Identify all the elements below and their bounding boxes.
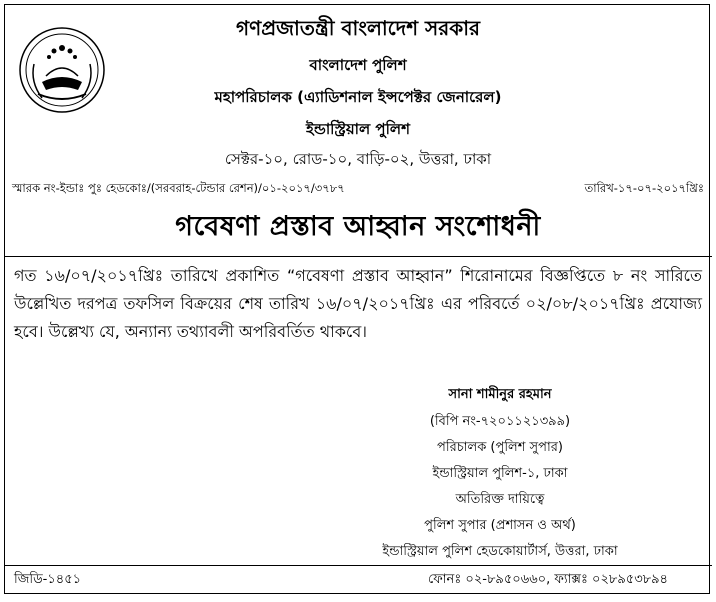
signatory-unit: ইন্ডাস্ট্রিয়াল পুলিশ-১, ঢাকা [432, 466, 568, 481]
footer-divider [4, 565, 712, 566]
signatory-bp-number: (বিপি নং-৭২০১১২১৩৯৯) [429, 414, 571, 429]
memo-date: তারিখ-১৭-০৭-২০১৭খ্রিঃ [584, 181, 704, 195]
department-heading: বাংলাদেশ পুলিশ [309, 56, 407, 74]
title-divider [4, 256, 712, 257]
signatory-additional-charge: অতিরিক্ত দায়িত্বে [455, 492, 545, 507]
gd-number: জিডি-১৪৫১ [14, 572, 82, 587]
signatory-headquarters: ইন্ডাস্ট্রিয়াল পুলিশ হেডকোয়ার্টার্স, উত্তরা, ঢাকা [382, 544, 618, 559]
notice-body: গত ১৬/০৭/২০১৭খ্রিঃ তারিখে প্রকাশিত “গবেষণা প্রস্তাব আহ্বান” শিরোনামের বিজ্ঞপ্তিতে ৮ নং সারিতে উল্লেখিত দরপত্র তফসিল বিক্রয়ের শেষ তারিখ ১৬/০৭/২০১৭খ্রিঃ এর পরিবর্তে ০২/০৮/২০১৭খ্রিঃ প্রযোজ্য হবে। উল্লেখ্য যে, অন্যান্য তথ্যাবলী অপরিবর্তিত থাকবে। [14, 266, 702, 341]
office-address: সেক্টর-১০, রোড-১০, বাড়ি-০২, উত্তরা, ঢাকা [224, 150, 492, 168]
government-heading: গণপ্রজাতন্ত্রী বাংলাদেশ সরকার [236, 16, 480, 40]
signatory-role: পুলিশ সুপার (প্রশাসন ও অর্থ) [424, 518, 576, 533]
signatory-name: সানা শামীনুর রহমান [448, 387, 552, 402]
signatory-designation: পরিচালক (পুলিশ সুপার) [437, 440, 563, 455]
office-heading: মহাপরিচালক (এ্যাডিশনাল ইন্সপেক্টর জেনারেল) [214, 88, 502, 106]
notice-title: গবেষণা প্রস্তাব আহ্বান সংশোধনী [175, 211, 541, 242]
memo-reference: স্মারক নং-ইন্ডাঃ পুঃ হেডকোঃ/(সরবরাহ-টেন্ডার রেশন)/০১-২০১৭/৩৭৮৭ [12, 181, 345, 195]
contact-info: ফোনঃ ০২-৮৯৫০৬৬০, ফ্যাক্সঃ ০২৮৯৫৩৮৯৪ [428, 572, 668, 587]
unit-heading: ইন্ডাস্ট্রিয়াল পুলিশ [306, 120, 410, 138]
